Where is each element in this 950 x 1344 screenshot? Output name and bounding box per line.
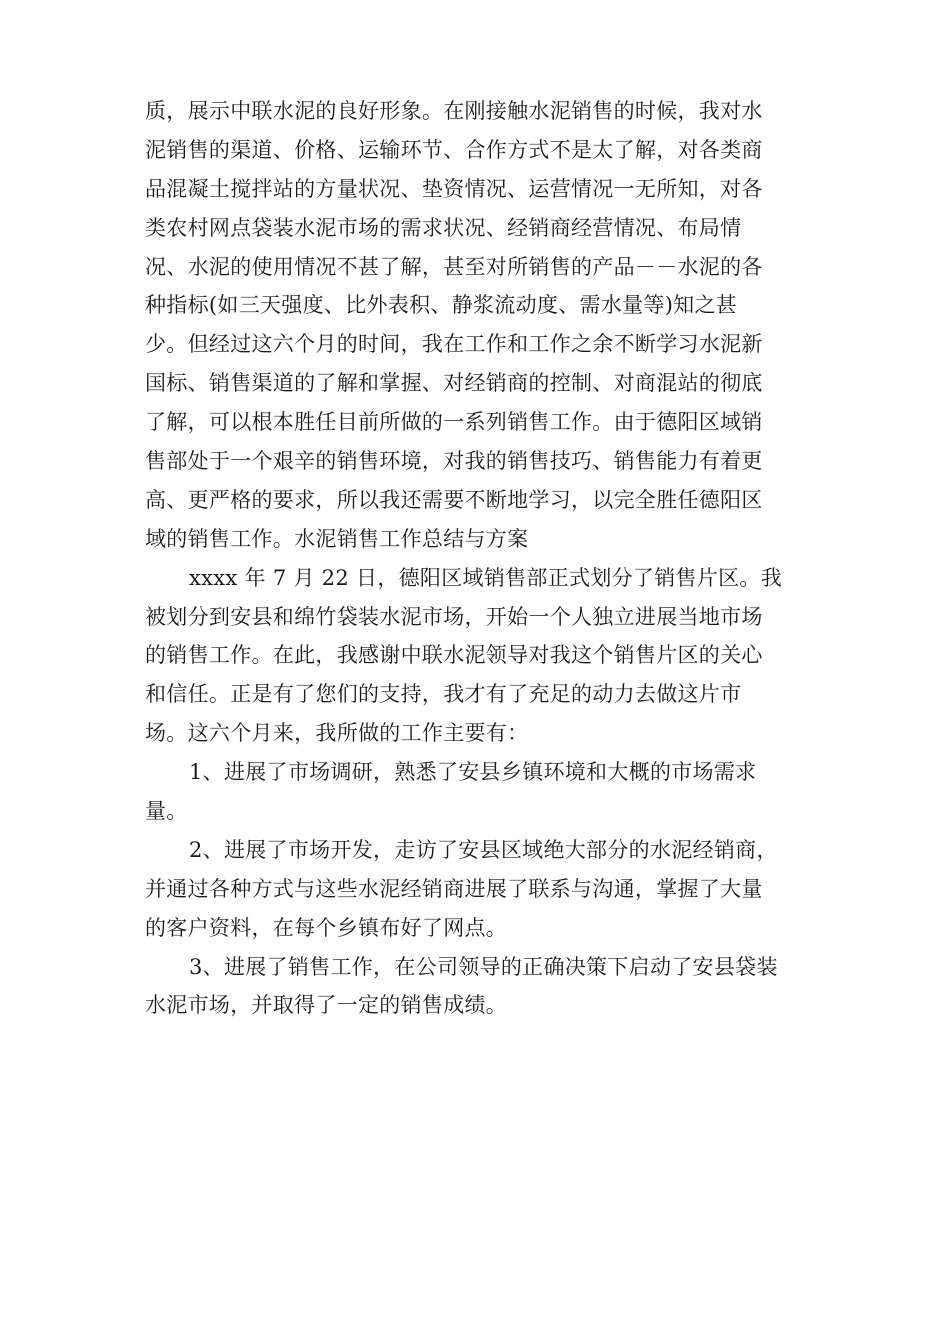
text-line: 了解，可以根本胜任目前所做的一系列销售工作。由于德阳区域销	[145, 410, 763, 435]
text-line: 国标、销售渠道的了解和掌握、对经销商的控制、对商混站的彻底	[145, 371, 763, 396]
text-line: 质，展示中联水泥的良好形象。在刚接触水泥销售的时候，我对水	[145, 99, 763, 123]
text-line: 3、进展了销售工作，在公司领导的正确决策下启动了安县袋装	[189, 954, 778, 979]
text-line: 2、进展了市场开发，走访了安县区域绝大部分的水泥经销商，	[189, 837, 778, 862]
text-line: 域的销售工作。水泥销售工作总结与方案	[145, 526, 529, 551]
text-line: 的客户资料，在每个乡镇布好了网点。	[145, 915, 508, 940]
text-line: 水泥市场，并取得了一定的销售成绩。	[145, 993, 508, 1018]
text-line: 的销售工作。在此，我感谢中联水泥领导对我这个销售片区的关心	[145, 643, 763, 668]
text-line: 并通过各种方式与这些水泥经销商进展了联系与沟通，掌握了大量	[145, 876, 763, 901]
text-line: 品混凝土搅拌站的方量状况、垫资情况、运营情况一无所知，对各	[145, 176, 763, 201]
text-line: 况、水泥的使用情况不甚了解，甚至对所销售的产品－－水泥的各	[145, 254, 763, 279]
text-line: 量。	[145, 799, 188, 824]
text-line: xxxx 年 7 月 22 日，德阳区域销售部正式划分了销售片区。我	[189, 565, 783, 590]
text-line: 售部处于一个艰辛的销售环境，对我的销售技巧、销售能力有着更	[145, 449, 763, 474]
text-line: 类农村网点袋装水泥市场的需求状况、经销商经营情况、布局情	[145, 215, 742, 240]
text-line: 泥销售的渠道、价格、运输环节、合作方式不是太了解，对各类商	[145, 137, 763, 162]
text-line: 被划分到安县和绵竹袋装水泥市场，开始一个人独立进展当地市场	[145, 604, 763, 629]
text-line: 种指标(如三天强度、比外表积、静浆流动度、需水量等)知之甚	[145, 293, 738, 318]
text-line: 1、进展了市场调研，熟悉了安县乡镇环境和大概的市场需求	[189, 760, 757, 785]
document-body	[145, 92, 825, 1025]
text-line: 少。但经过这六个月的时间，我在工作和工作之余不断学习水泥新	[145, 332, 763, 357]
text-line: 场。这六个月来，我所做的工作主要有：	[145, 721, 529, 746]
text-line: 和信任。正是有了您们的支持，我才有了充足的动力去做这片市	[145, 682, 742, 707]
text-line: 高、更严格的要求，所以我还需要不断地学习，以完全胜任德阳区	[145, 487, 763, 512]
